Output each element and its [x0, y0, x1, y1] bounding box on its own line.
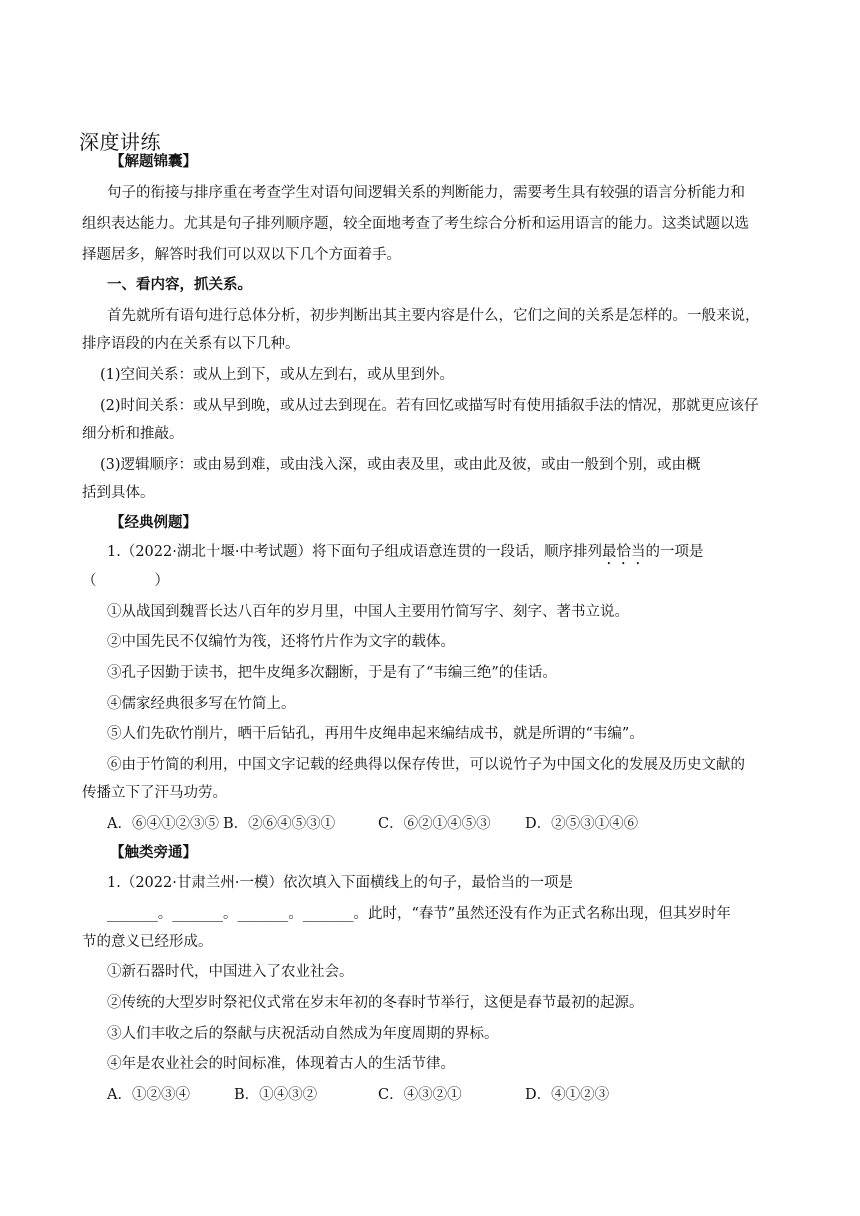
list-item-continued: 细分析和推敲。 [82, 426, 184, 442]
option-b: B．②⑥④⑤③① [223, 816, 336, 832]
section-label-practice: 【触类旁通】 [110, 845, 197, 861]
list-item-continued: 括到具体。 [82, 485, 155, 501]
paragraph-line: 择题居多，解答时我们可以双以下几个方面着手。 [82, 247, 401, 263]
sentence-item-continued: 传播立下了汗马功劳。 [82, 785, 227, 801]
paragraph-line: 组织表达能力。尤其是句子排列顺序题，较全面地考查了考生综合分析和运用语言的能力。这类试题以选 [82, 216, 749, 232]
option-c: C．⑥②①④⑤③ [378, 816, 491, 832]
question-suffix: 的一项是 [645, 544, 704, 560]
emphasized-words: 最恰当 [601, 544, 646, 560]
paragraph-line: 排序语段的内在关系有以下几种。 [82, 336, 300, 352]
sentence-item: ⑥由于竹简的利用，中国文字记载的经典得以保存传世，可以说竹子为中国文化的发展及历史文献的 [107, 757, 745, 773]
question-stem: 1.（2022·甘肃兰州·一模）依次填入下面横线上的句子，最恰当的一项是 [107, 875, 573, 891]
sentence-item: ②传统的大型岁时祭祀仪式常在岁末年初的冬春时节举行，这便是春节最初的起源。 [107, 995, 644, 1011]
answer-blank: （ ） [82, 573, 169, 589]
sentence-item: ②中国先民不仅编竹为筏，还将竹片作为文字的载体。 [107, 634, 455, 650]
paragraph-line: 首先就所有语句进行总体分析，初步判断出其主要内容是什么，它们之间的关系是怎样的。一般来说， [107, 308, 760, 324]
section-label-example: 【经典例题】 [110, 515, 197, 531]
question-stem [107, 542, 817, 568]
list-item: (3)逻辑顺序：或由易到难，或由浅入深，或由表及里，或由此及彼，或由一般到个别，或由概 [100, 457, 701, 473]
sentence-item: ⑤人们先砍竹削片，晒干后钻孔，再用牛皮绳串起来编结成书，就是所谓的“韦编”。 [107, 726, 644, 742]
page-title: 深度讲练 [79, 130, 161, 154]
sentence-item: ①从战国到魏晋长达八百年的岁月里，中国人主要用竹简写字、刻字、著书立说。 [107, 604, 629, 620]
list-item: (2)时间关系：或从早到晚，或从过去到现在。若有回忆或描写时有使用插叙手法的情况，那就更应该仔 [100, 398, 759, 414]
question-blanks: _______。_______。_______。_______。此时，“春节”虽然还没有作为正式名称出现，但其岁时年 [107, 906, 731, 922]
option-a: A．①②③④ [107, 1087, 190, 1103]
option-d: D．②⑤③①④⑥ [525, 816, 639, 832]
option-c: C．④③②① [378, 1087, 462, 1103]
section-label-tips: 【解题锦囊】 [110, 154, 197, 170]
sentence-item: ④儒家经典很多写在竹简上。 [107, 696, 296, 712]
point-heading: 一、看内容，抓关系。 [107, 277, 252, 293]
paragraph-line: 句子的衔接与排序重在考查学生对语句间逻辑关系的判断能力，需要考生具有较强的语言分析能力和 [107, 185, 745, 201]
option-d: D．④①②③ [525, 1087, 610, 1103]
question-stem-continued: 节的意义已经形成。 [82, 934, 213, 950]
option-a: A．⑥④①②③⑤ [107, 816, 219, 832]
sentence-item: ③人们丰收之后的祭献与庆祝活动自然成为年度周期的界标。 [107, 1026, 499, 1042]
option-b: B．①④③② [234, 1087, 318, 1103]
sentence-item: ④年是农业社会的时间标准，体现着古人的生活节律。 [107, 1056, 455, 1072]
sentence-item: ③孔子因勤于读书，把牛皮绳多次翻断，于是有了“韦编三绝”的佳话。 [107, 665, 557, 681]
sentence-item: ①新石器时代，中国进入了农业社会。 [107, 964, 354, 980]
question-prefix: 1.（2022·湖北十堰·中考试题）将下面句子组成语意连贯的一段话，顺序排列 [107, 544, 602, 560]
list-item: (1)空间关系：或从上到下，或从左到右，或从里到外。 [100, 367, 455, 383]
